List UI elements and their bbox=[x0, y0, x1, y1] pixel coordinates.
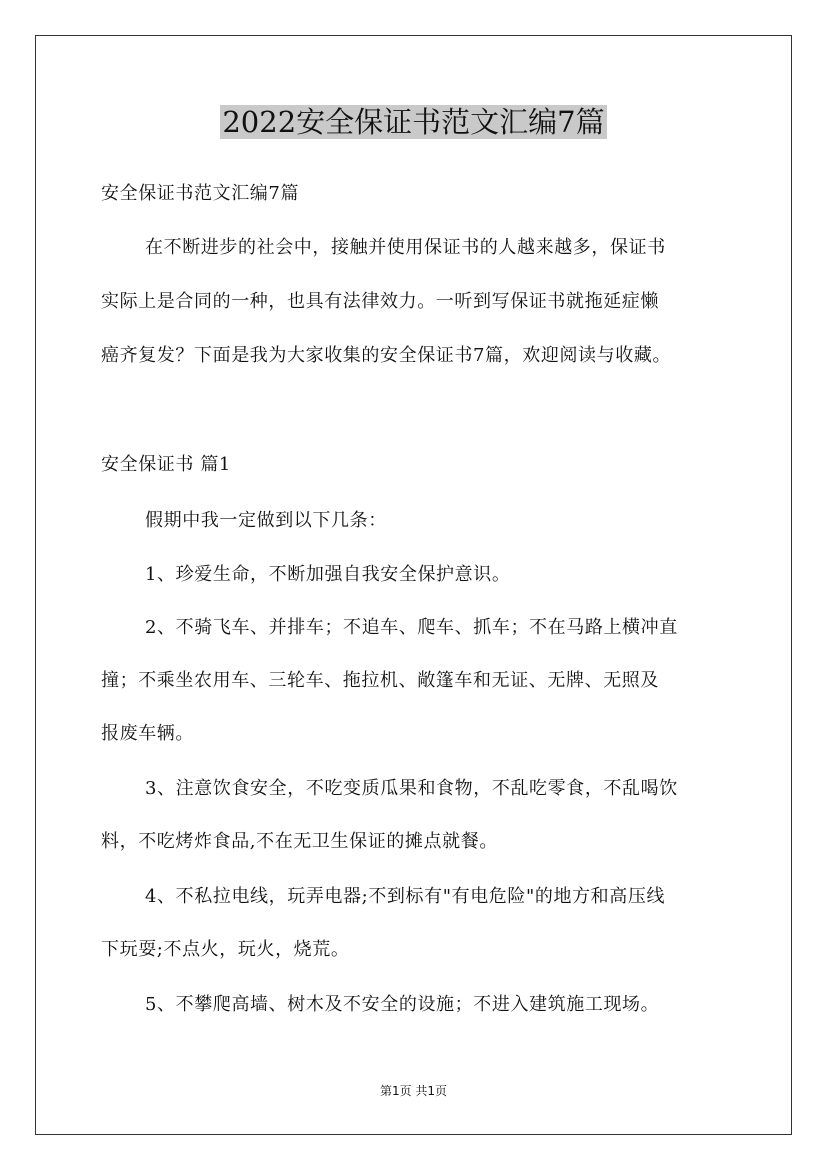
body-line-3: 2、不骑飞车、并排车；不追车、爬车、抓车；不在马路上横冲直 bbox=[145, 617, 678, 638]
page-footer: 第1页 共1页 bbox=[379, 1084, 448, 1098]
body-line-1: 假期中我一定做到以下几条： bbox=[145, 510, 387, 531]
body-line-7: 料，不吃烤炸食品,不在无卫生保证的摊点就餐。 bbox=[101, 831, 498, 852]
body-line-6: 3、注意饮食安全，不吃变质瓜果和食物，不乱吃零食，不乱喝饮 bbox=[145, 778, 678, 799]
body-line-5: 报废车辆。 bbox=[101, 723, 194, 744]
body-line-9: 下玩耍;不点火，玩火，烧荒。 bbox=[101, 939, 350, 960]
intro-line-1: 在不断进步的社会中，接触并使用保证书的人越来越多，保证书 bbox=[145, 237, 666, 258]
body-line-10: 5、不攀爬高墙、树木及不安全的设施；不进入建筑施工现场。 bbox=[145, 994, 660, 1015]
intro-line-2: 实际上是合同的一种，也具有法律效力。一听到写保证书就拖延症懒 bbox=[101, 291, 659, 312]
body-line-8: 4、不私拉电线，玩弄电器;不到标有"有电危险"的地方和高压线 bbox=[145, 886, 666, 907]
section-heading: 安全保证书 篇1 bbox=[101, 454, 231, 475]
document-title-text: 2022安全保证书范文汇编7篇 bbox=[222, 105, 605, 139]
document-title bbox=[0, 100, 827, 144]
intro-line-3: 癌齐复发？下面是我为大家收集的安全保证书7篇，欢迎阅读与收藏。 bbox=[101, 345, 672, 366]
body-line-4: 撞；不乘坐农用车、三轮车、拖拉机、敞篷车和无证、无牌、无照及 bbox=[101, 670, 659, 691]
document-subtitle: 安全保证书范文汇编7篇 bbox=[101, 183, 300, 204]
body-line-2: 1、珍爱生命，不断加强自我安全保护意识。 bbox=[145, 564, 511, 585]
